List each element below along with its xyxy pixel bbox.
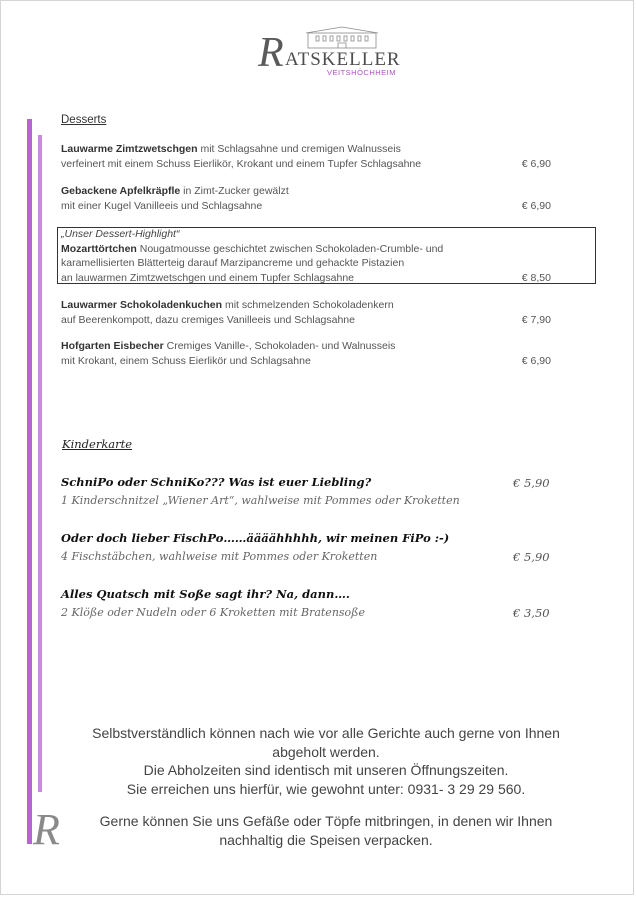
dessert-desc: Cremiges Vanille-, Schokoladen- und Walnusseis bbox=[163, 340, 396, 352]
container-info-line: nachhaltig die Speisen verpacken. bbox=[219, 831, 433, 848]
dessert-price: € 6,90 bbox=[521, 157, 551, 170]
dessert-name: Lauwarme Zimtzwetschgen bbox=[61, 143, 198, 155]
kids-item-price: € 5,90 bbox=[513, 550, 550, 564]
dessert-item bbox=[61, 184, 551, 213]
dessert-desc: mit Krokant, einem Schuss Eierlikör und Schlagsahne bbox=[61, 354, 311, 367]
dessert-item bbox=[61, 339, 551, 368]
castle-icon bbox=[302, 25, 382, 49]
container-info bbox=[52, 812, 600, 849]
accent-bar-inner bbox=[38, 135, 42, 792]
dessert-name: Lauwarmer Schokoladenkuchen bbox=[61, 299, 223, 311]
dessert-name: Gebackene Apfelkräpfle bbox=[61, 185, 181, 197]
kids-item-heading: Alles Quatsch mit Soße sagt ihr? Na, dann…. bbox=[61, 587, 350, 601]
dessert-desc: mit schmelzenden Schokoladenkern bbox=[222, 299, 394, 311]
kids-item-heading: SchniPo oder SchniKo??? Was ist euer Liebling? bbox=[61, 475, 372, 489]
pickup-info-line: Sie erreichen uns hierfür, wie gewohnt unter: 0931- 3 29 29 560. bbox=[126, 780, 526, 797]
dessert-desc: mit einer Kugel Vanilleeis und Schlagsahne bbox=[61, 199, 263, 212]
kids-item-price: € 3,50 bbox=[513, 606, 550, 620]
dessert-desc: in Zimt-Zucker gewälzt bbox=[180, 185, 289, 197]
kids-item-price: € 5,90 bbox=[513, 476, 550, 490]
kids-item-desc: 4 Fischstäbchen, wahlweise mit Pommes oder Kroketten bbox=[61, 550, 378, 563]
dessert-desc: an lauwarmen Zimtzwetschgen und einem Tupfer Schlagsahne bbox=[61, 271, 354, 284]
kids-item-desc: 2 Klöße oder Nudeln oder 6 Kroketten mit Bratensoße bbox=[61, 606, 366, 619]
dessert-desc: auf Beerenkompott, dazu cremiges Vanilleeis und Schlagsahne bbox=[61, 313, 355, 326]
kids-menu-title: Kinderkarte bbox=[62, 437, 133, 451]
dessert-item bbox=[61, 298, 551, 327]
accent-bar-left bbox=[27, 119, 32, 844]
pickup-info-line: abgeholt werden. bbox=[272, 743, 380, 760]
logo-subtitle: VEITSHÖCHHEIM bbox=[327, 68, 397, 77]
container-info-line: Gerne können Sie uns Gefäße oder Töpfe mitbringen, in denen wir Ihnen bbox=[99, 813, 553, 829]
dessert-price: € 6,90 bbox=[521, 199, 551, 212]
dessert-desc: karamellisierten Blätterteig darauf Marzipancreme und gehackte Pistazien bbox=[61, 257, 405, 269]
highlight-label: „Unser Dessert-Highlight“ bbox=[61, 228, 180, 240]
dessert-item-highlight bbox=[61, 227, 551, 285]
pickup-info-line: Selbstverständlich können nach wie vor alle Gerichte auch gerne von Ihnen bbox=[92, 725, 560, 741]
dessert-price: € 7,90 bbox=[521, 313, 551, 326]
pickup-info-line: Die Abholzeiten sind identisch mit unseren Öffnungszeiten. bbox=[143, 762, 509, 778]
ratskeller-logo bbox=[252, 22, 402, 78]
kids-item-heading: Oder doch lieber FischPo……äääähhhhh, wir meinen FiPo :-) bbox=[61, 531, 450, 545]
dessert-desc: verfeinert mit einem Schuss Eierlikör, Krokant und einem Tupfer Schlagsahne bbox=[61, 157, 422, 170]
dessert-desc: mit Schlagsahne und cremigen Walnusseis bbox=[197, 143, 401, 155]
monogram-logo: R bbox=[33, 805, 60, 854]
dessert-item bbox=[61, 142, 551, 171]
logo-wordmark: ATSKELLER bbox=[285, 49, 401, 70]
logo-initial: R bbox=[258, 30, 284, 76]
dessert-name: Mozarttörtchen bbox=[61, 242, 137, 255]
dessert-name: Hofgarten Eisbecher bbox=[61, 340, 164, 352]
desserts-title: Desserts bbox=[61, 114, 107, 126]
kids-item-desc: 1 Kinderschnitzel „Wiener Art“, wahlweise mit Pommes oder Kroketten bbox=[61, 494, 460, 507]
pickup-info bbox=[52, 724, 600, 798]
dessert-desc: Nougatmousse geschichtet zwischen Schokoladen-Crumble- und bbox=[136, 242, 444, 255]
dessert-price: € 6,90 bbox=[521, 354, 551, 367]
dessert-price: € 8,50 bbox=[521, 271, 551, 284]
